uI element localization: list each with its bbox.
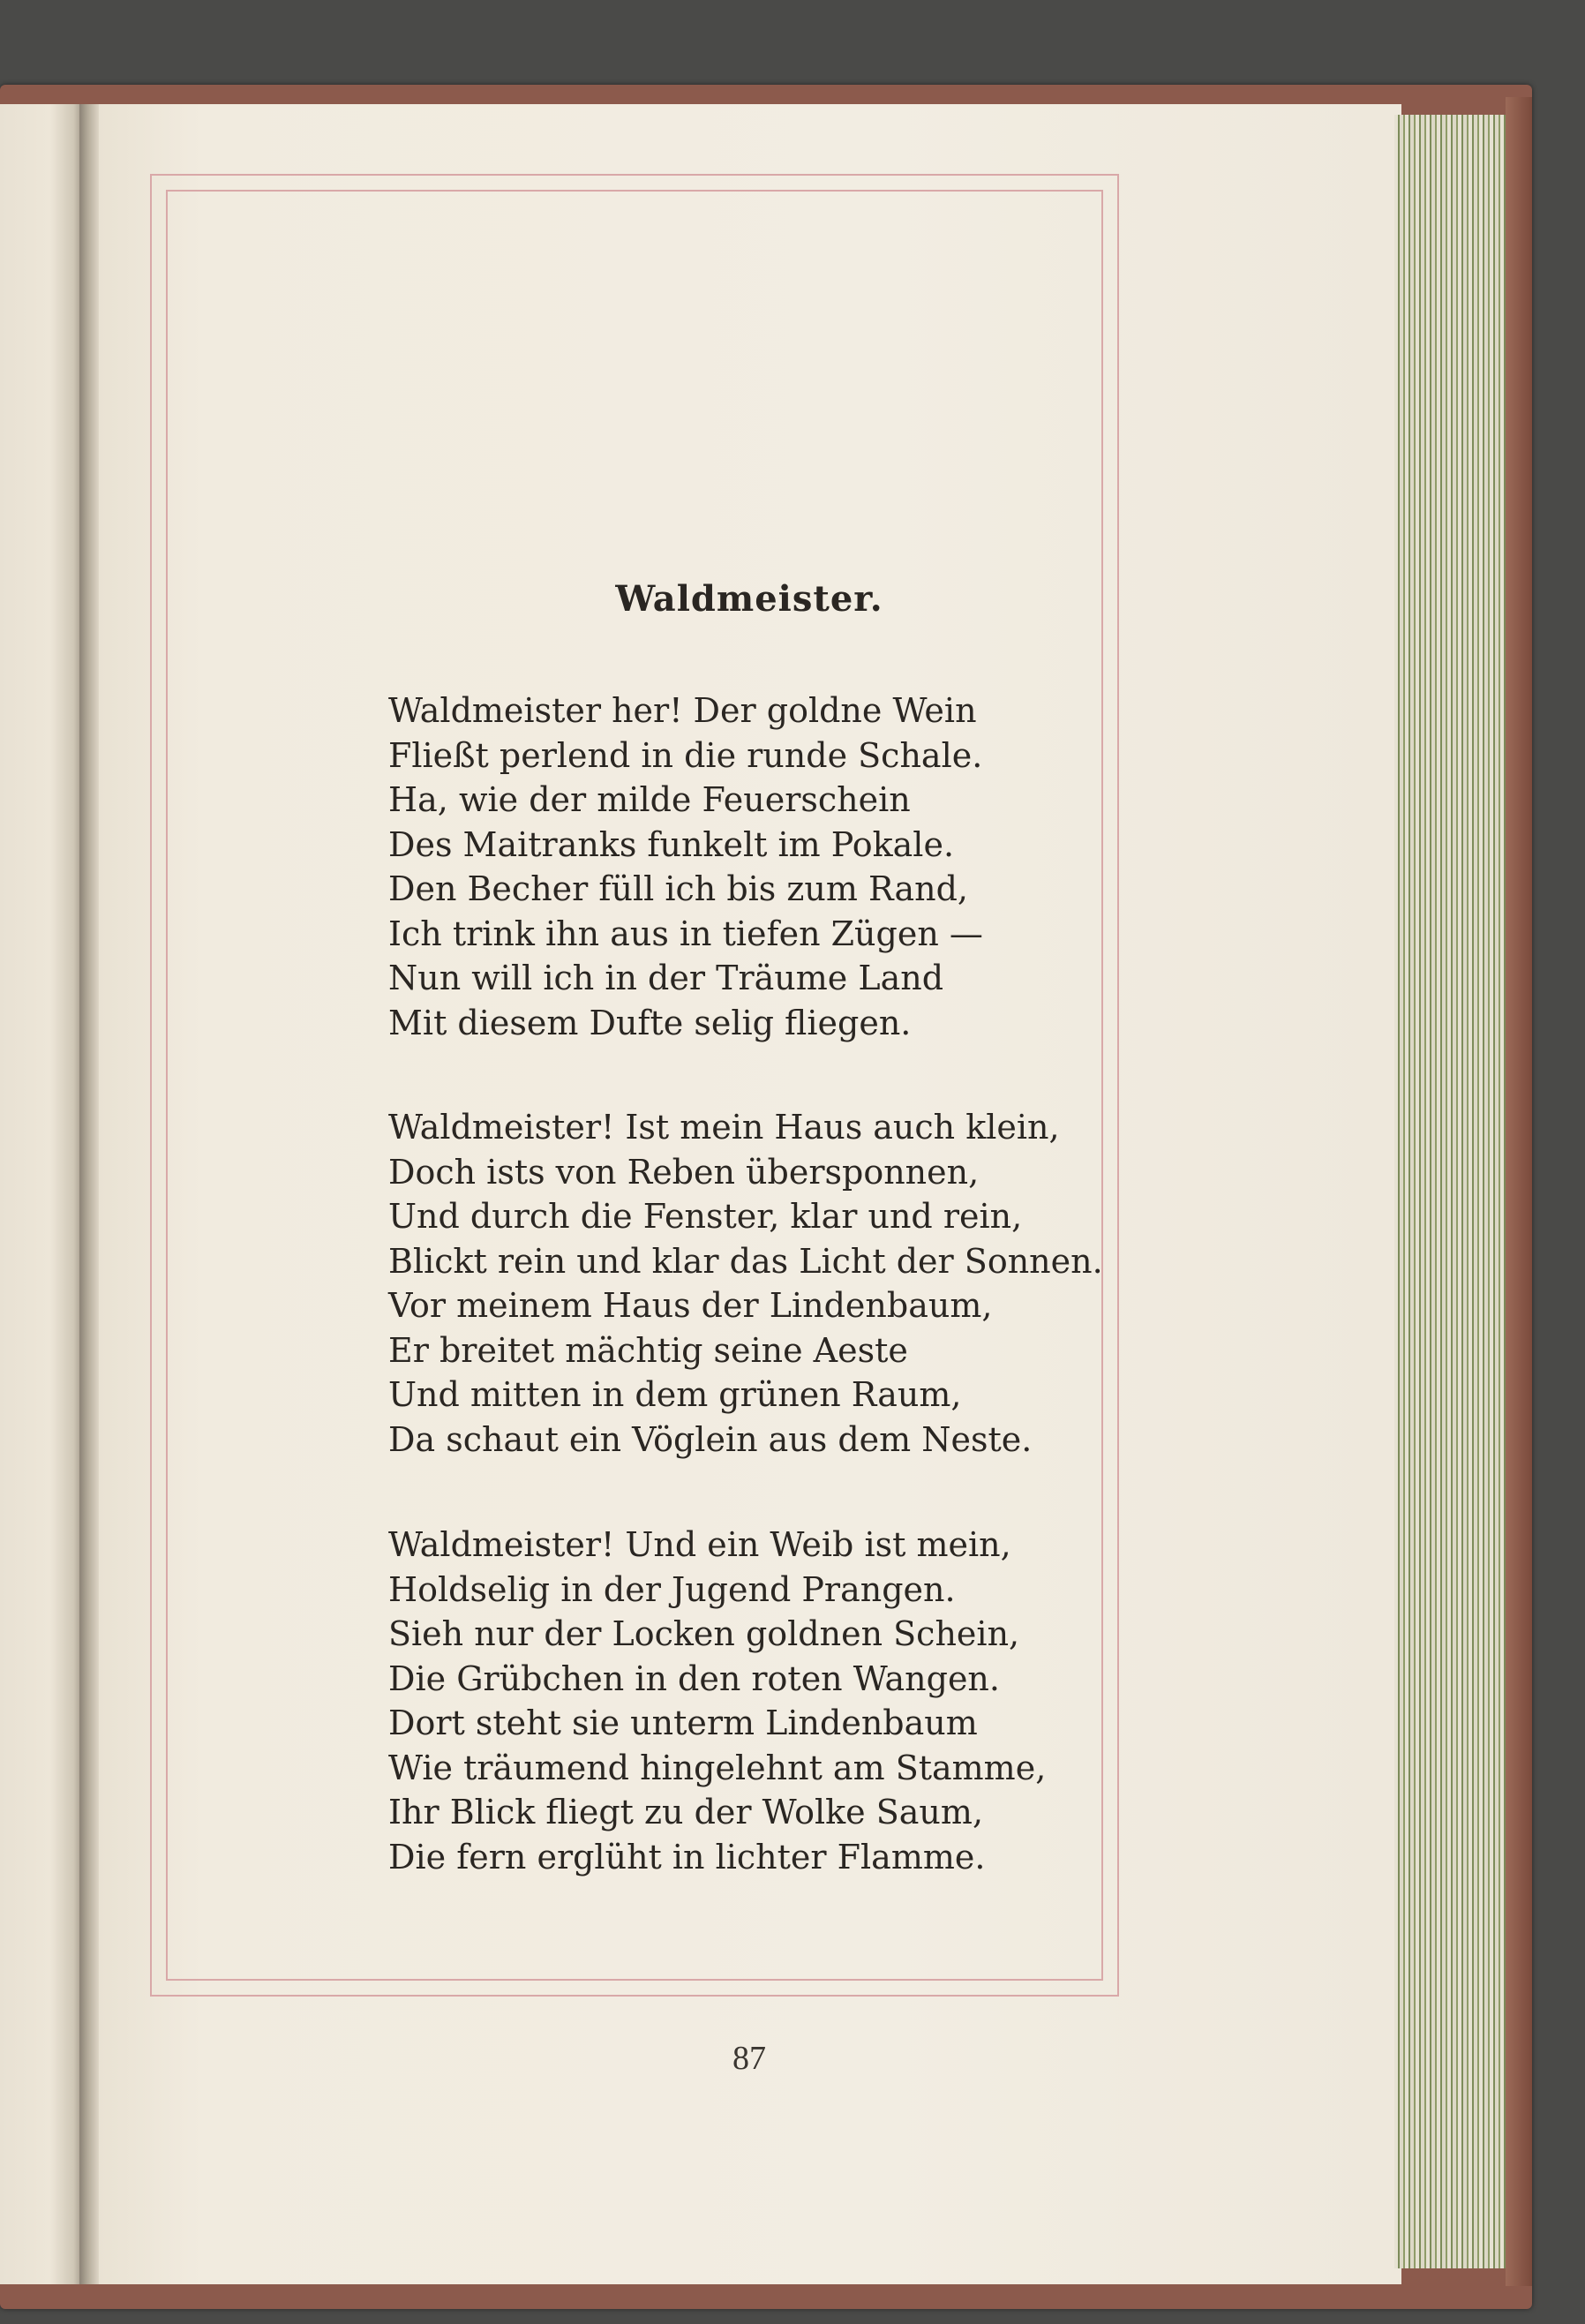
poem-line: Ha, wie der milde Feuerschein xyxy=(388,780,911,819)
poem-line: Da schaut ein Vöglein aus dem Neste. xyxy=(388,1419,1033,1459)
poem-line: Die fern erglüht in lichter Flamme. xyxy=(388,1837,986,1876)
poem-line: Und durch die Fenster, klar und rein, xyxy=(388,1197,1023,1236)
poem-line: Des Maitranks funkelt im Pokale. xyxy=(388,824,955,864)
poem-line: Holdselig in der Jugend Prangen. xyxy=(388,1569,956,1609)
poem-line: Ihr Blick fliegt zu der Wolke Saum, xyxy=(388,1793,984,1831)
cover-board-edge xyxy=(1506,97,1532,2286)
poem-line: Vor meinem Haus der Lindenbaum, xyxy=(388,1286,993,1325)
poem-line: Mit diesem Dufte selig fliegen. xyxy=(388,1003,912,1042)
stanza-2 xyxy=(388,1105,1103,1462)
poem-title: Waldmeister. xyxy=(615,578,883,620)
poem-line: Dort steht sie unterm Lindenbaum xyxy=(388,1704,978,1742)
poem-line: Sieh nur der Locken goldnen Schein, xyxy=(388,1614,1020,1653)
poem-line: Doch ists von Reben übersponnen, xyxy=(388,1152,980,1192)
poem-line: Den Becher füll ich bis zum Rand, xyxy=(388,869,969,908)
poem-line: Waldmeister! Und ein Weib ist mein, xyxy=(388,1525,1011,1564)
poem-line: Blickt rein und klar das Licht der Sonnen. xyxy=(388,1241,1103,1281)
poem-line: Ich trink ihn aus in tiefen Zügen — xyxy=(388,914,983,953)
book-gutter xyxy=(79,104,99,2284)
poem-line: Er breitet mächtig seine Aeste xyxy=(388,1330,908,1370)
left-page-edge xyxy=(0,104,84,2284)
page-block-edges xyxy=(1394,115,1506,2268)
poem-line: Nun will ich in der Träume Land xyxy=(388,959,944,997)
poem-line: Waldmeister her! Der goldne Wein xyxy=(388,691,977,730)
poem-line: Die Grübchen in den roten Wangen. xyxy=(388,1658,1000,1698)
poem-line: Fließt perlend in die runde Schale. xyxy=(388,735,983,775)
stanza-1 xyxy=(388,688,1094,1045)
poem-line: Waldmeister! Ist mein Haus auch klein, xyxy=(388,1108,1060,1147)
page-number: 87 xyxy=(732,2040,766,2077)
poem-line: Und mitten in dem grünen Raum, xyxy=(388,1375,962,1414)
poem-line: Wie träumend hingelehnt am Stamme, xyxy=(388,1748,1047,1787)
stanza-3 xyxy=(388,1523,1094,1879)
